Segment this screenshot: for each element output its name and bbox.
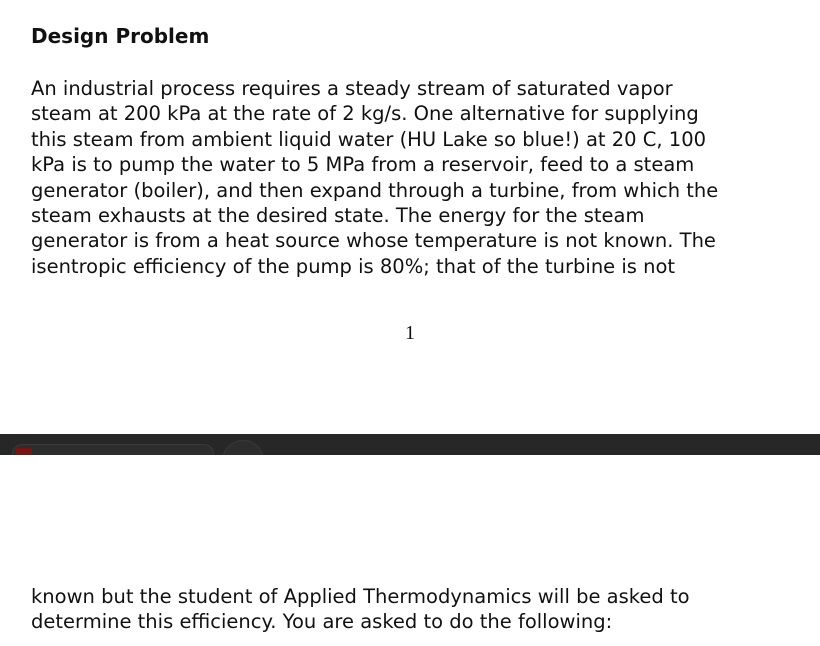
problem-paragraph [31,76,718,279]
cropped-tab [12,444,214,455]
paragraph-line: steam exhausts at the desired state. The energy for the steam [31,204,645,228]
paragraph-line: generator (boiler), and then expand through a turbine, from which the [31,178,719,202]
document-heading: Design Problem [31,24,210,48]
page-number: 1 [405,322,415,344]
paragraph-line: known but the student of Applied Thermodynamics will be asked to [31,585,690,608]
paragraph-line: this steam from ambient liquid water (HU Lake so blue!) at 20 C, 100 [31,127,707,151]
cropped-file-icon [16,448,32,455]
paragraph-line: determine this efficiency. You are asked to do the following: [31,610,613,634]
paragraph-line: An industrial process requires a steady stream of saturated vapor [31,77,673,100]
page-divider-bar [0,434,820,455]
continuation-paragraph [31,584,690,635]
cropped-circle-button [222,440,264,455]
paragraph-line: generator is from a heat source whose temperature is not known. The [31,229,716,253]
paragraph-line: steam at 200 kPa at the rate of 2 kg/s. One alternative for supplying [31,102,699,126]
paragraph-line: isentropic efficiency of the pump is 80%; that of the turbine is not [31,254,676,278]
paragraph-line: kPa is to pump the water to 5 MPa from a reservoir, feed to a steam [31,153,695,177]
